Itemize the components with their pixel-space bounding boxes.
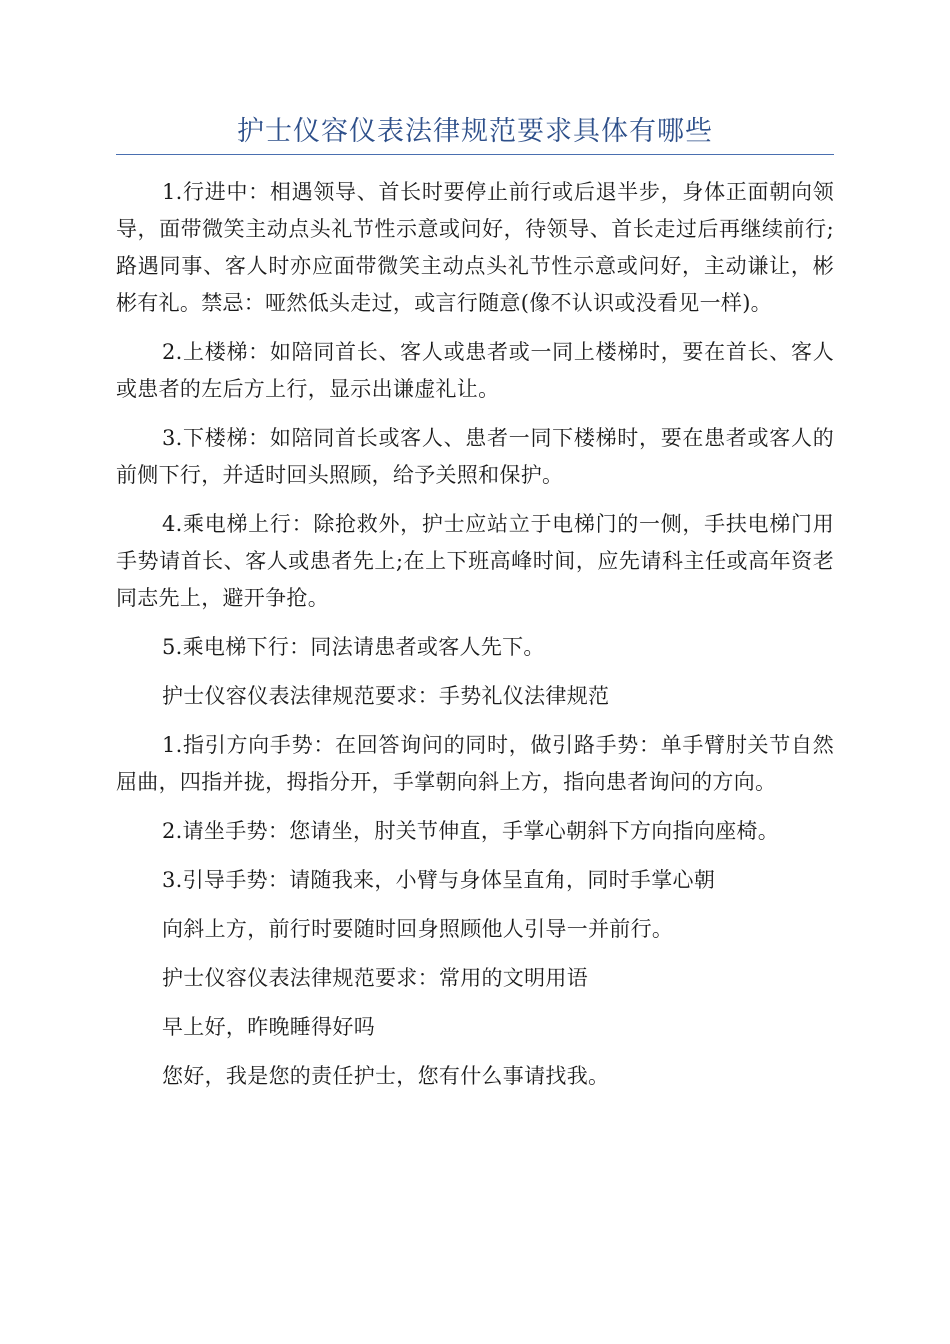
paragraph-elevator-down: 5.乘电梯下行：同法请患者或客人先下。 (162, 635, 545, 659)
phrase-good-morning: 早上好，昨晚睡得好吗 (162, 1015, 375, 1039)
section-heading-gestures: 护士仪容仪表法律规范要求：手势礼仪法律规范 (162, 684, 610, 708)
document-body (116, 174, 834, 1107)
paragraph-guide-gesture: 3.引导手势：请随我来，小臂与身体呈直角，同时手掌心朝 (162, 868, 716, 892)
paragraph-guide-gesture-cont: 向斜上方，前行时要随时回身照顾他人引导一并前行。 (162, 917, 674, 941)
paragraph-elevator-up: 4.乘电梯上行：除抢救外，护士应站立于电梯门的一侧，手扶电梯门用手势请首长、客人或患者先上;在上下班高峰时间，应先请科主任或高年资老同志先上，避开争抢。 (116, 512, 834, 610)
title-underline (116, 154, 834, 155)
phrase-introduction: 您好，我是您的责任护士，您有什么事请找我。 (162, 1064, 610, 1088)
paragraph-walking: 1.行进中：相遇领导、首长时要停止前行或后退半步，身体正面朝向领导，面带微笑主动点头礼节性示意或问好，待领导、首长走过后再继续前行;路遇同事、客人时亦应面带微笑主动点头礼节性示意或问好，主动谦让，彬彬有礼。禁忌：哑然低头走过，或言行随意(像不认识或没看见一样)。 (116, 180, 834, 315)
paragraph-direction-gesture: 1.指引方向手势：在回答询问的同时，做引路手势：单手臂肘关节自然屈曲，四指并拢，拇指分开，手掌朝向斜上方，指向患者询问的方向。 (116, 733, 834, 794)
section-heading-phrases: 护士仪容仪表法律规范要求：常用的文明用语 (162, 966, 588, 990)
paragraph-downstairs: 3.下楼梯：如陪同首长或客人、患者一同下楼梯时，要在患者或客人的前侧下行，并适时回头照顾，给予关照和保护。 (116, 426, 834, 487)
document-title: 护士仪容仪表法律规范要求具体有哪些 (237, 116, 713, 147)
paragraph-upstairs: 2.上楼梯：如陪同首长、客人或患者或一同上楼梯时，要在首长、客人或患者的左后方上行，显示出谦虚礼让。 (116, 340, 834, 401)
paragraph-seat-gesture: 2.请坐手势：您请坐，肘关节伸直，手掌心朝斜下方向指向座椅。 (162, 819, 780, 843)
